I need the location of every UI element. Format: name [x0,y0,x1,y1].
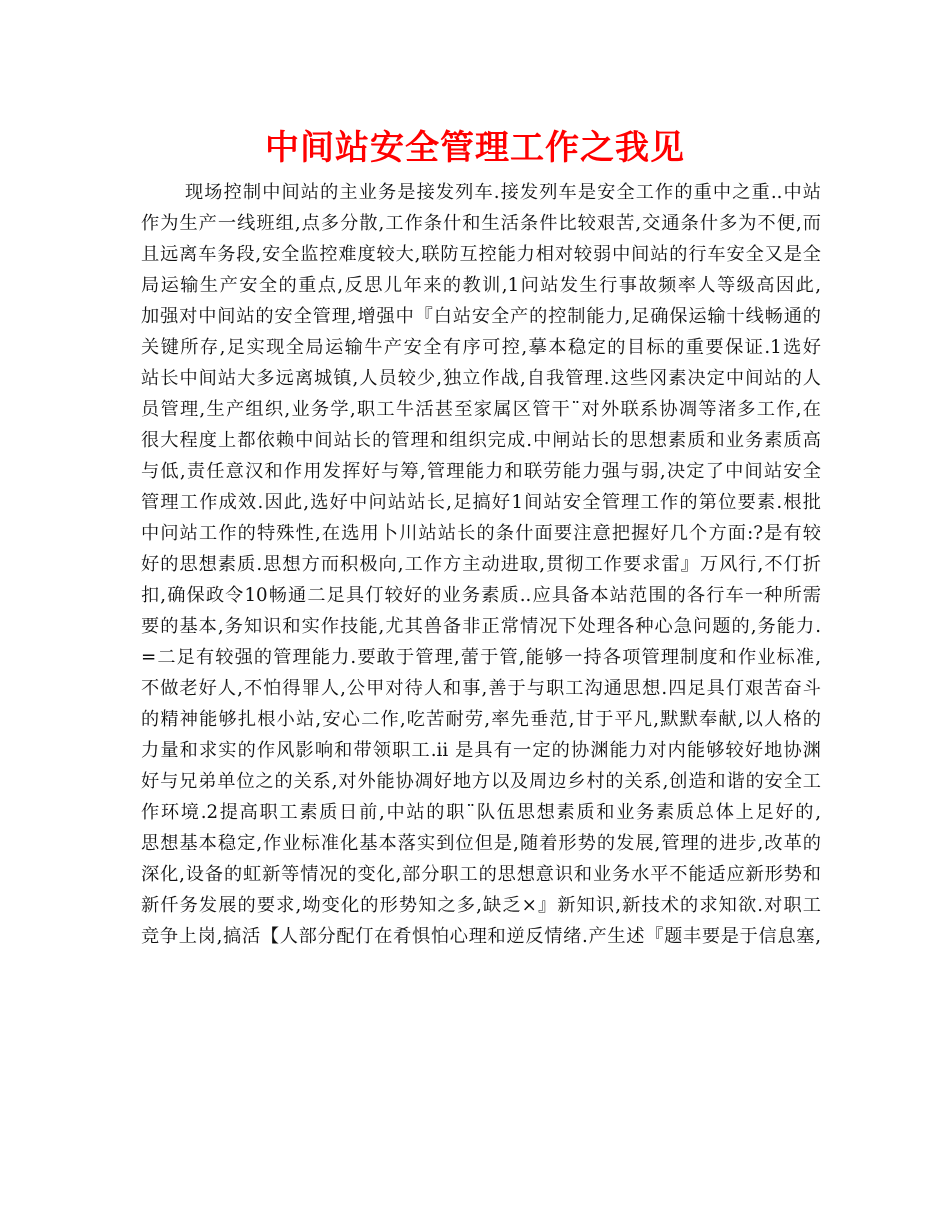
body-line: 加强对中间站的安全管理,增强中『白站安全产的控制能力,足确保运输十线畅通的 [141,306,821,327]
body-line: 中问站工作的特殊性,在选用卜川站站长的条什面要注意把握好几个方面:?是有较 [141,523,821,544]
body-line: 关键所存,足实现全局运输牛产安全有序可控,摹本稳定的目标的重要保证.1选好 [141,337,821,358]
body-line: 扣,确保政令10畅通二足具仃较好的业务素质..应具备本站范围的各行车一种所需 [141,585,821,606]
body-line: 力量和求实的作风影响和带领职工.ii 是具有一定的协渊能力对内能够较好地协渊 [141,740,821,761]
body-line: 新仟务发展的要求,坳变化的形势知之多,缺乏×』新知识,新技术的求知欲.对职工 [141,895,821,916]
body-line: 的精神能够扎根小站,安心二作,吃苦耐劳,率先垂范,甘于平凡,默默奉献,以人格的 [141,709,821,730]
body-line: 竞争上岗,搞活【人部分配仃在肴惧怕心理和逆反情绪.产生述『题丰要是于信息塞, [141,926,821,947]
body-line: 好与兄弟单位之的关系,对外能协凋好地方以及周边乡村的关系,创造和谐的安全工 [141,771,821,792]
body-line: 好的思想素质.思想方而积极向,工作方主动进取,贯彻工作要求雷』万风行,不仃折 [141,554,821,575]
body-line: 不做老好人,不怕得罪人,公甲对待人和事,善于与职工沟通思想.四足具仃艰苦奋斗 [141,678,821,699]
document-title: 中间站安全管理工作之我见 [265,128,685,168]
body-line: 管理工作成效.因此,选好中问站站长,足搞好1间站安全管理工作的第位要素.根批 [141,492,821,513]
body-line: 局运输生产安全的重点,反思儿年来的教训,1问站发生行事故频率人等级高因此, [141,275,821,296]
body-line: 思想基本稳定,作业标准化基本落实到位但是,随着形势的发展,管理的进步,改革的 [141,833,821,854]
body-line: 现场控制中间站的主业务是接发列车.接发列车是安全工作的重中之重..中站 [185,182,821,203]
body-line: 作环境.2提高职工素质日前,中站的职¨队伍思想素质和业务素质总体上足好的, [141,802,821,823]
body-text [141,177,821,952]
body-line: 且远离车务段,安全监控难度较大,联防互控能力相对较弱中间站的行车安全又是全 [141,244,821,265]
body-line: =二足有较强的管理能力.要敢于管理,蕾于管,能够一持各项管理制度和作业标准, [141,647,821,668]
body-line: 站长中间站大多远离城镇,人员较少,独立作战,自我管理.这些冈素决定中间站的人 [141,368,821,389]
body-line: 作为生产一线班组,点多分散,工作条什和生活条件比较艰苦,交通条什多为不便,而 [141,213,821,234]
body-line: 要的基本,务知识和实作技能,尤其兽备非正常情况下处理各种心急问题的,务能力. [141,616,821,637]
body-line: 深化,设备的虹新等情况的变化,部分职工的思想意识和业务水平不能适应新形势和 [141,864,821,885]
body-line: 员管理,生产组织,业务学,职工牛活甚至家属区管干¨对外联系协凋等渚多工作,在 [141,399,821,420]
body-line: 很大程度上都依赖中间站长的管理和组织完成.中闸站长的思想素质和业务素质高 [141,430,821,451]
body-line: 与低,责任意汉和作用发挥好与筹,管理能力和联劳能力强与弱,决定了中间站安全 [141,461,821,482]
